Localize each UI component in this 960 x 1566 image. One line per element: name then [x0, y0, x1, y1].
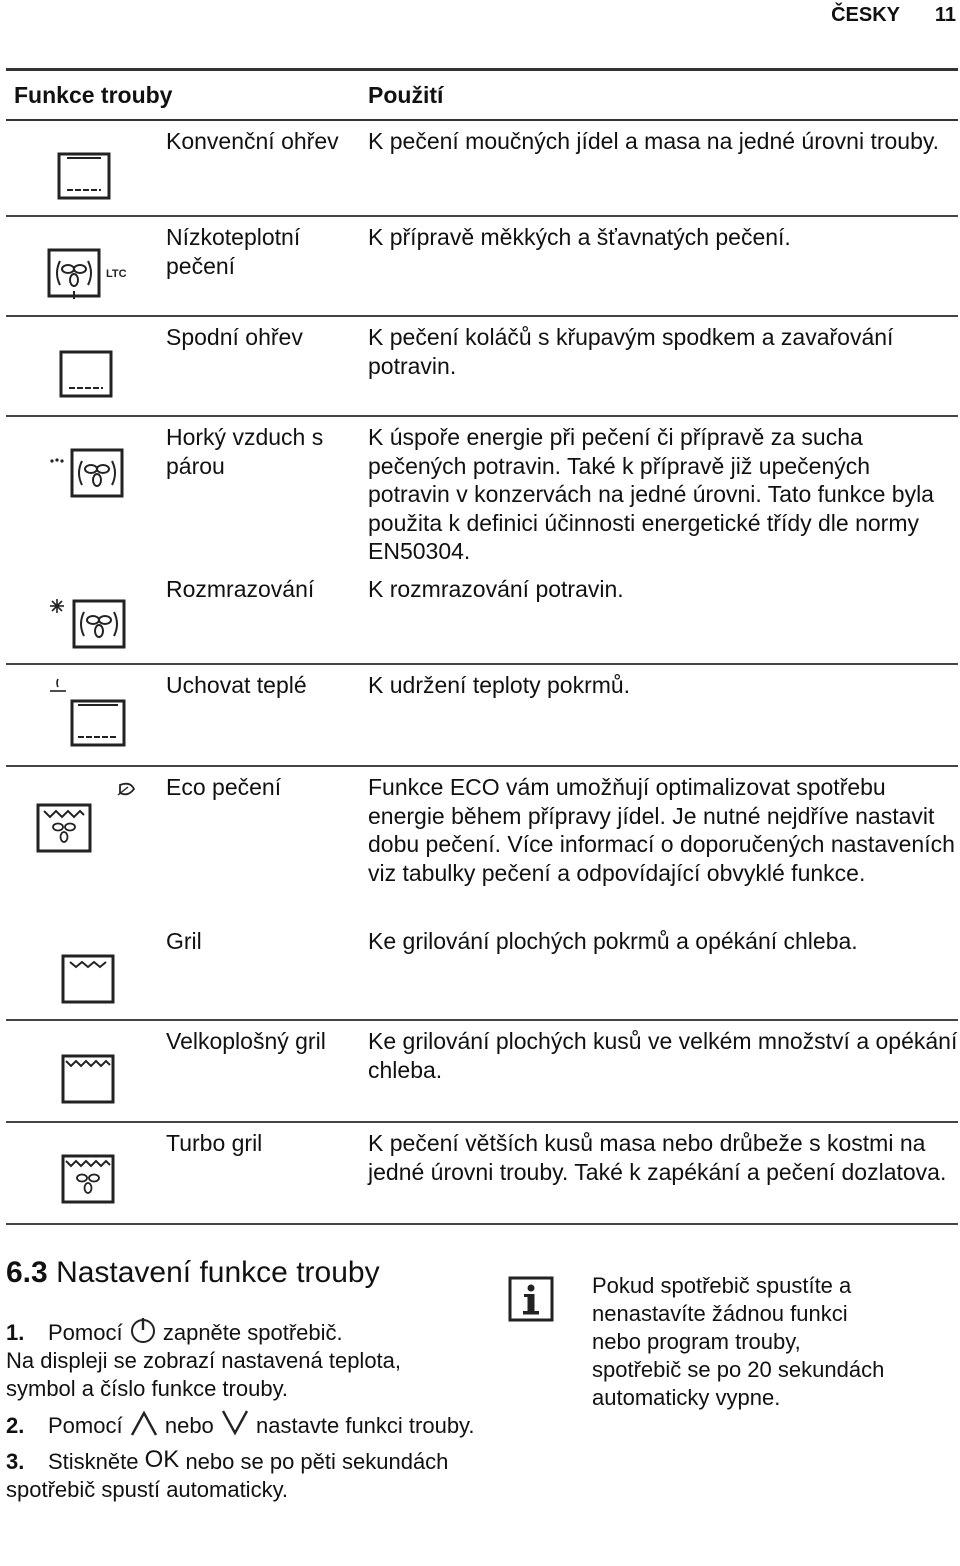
function-name: Horký vzduch s párou — [166, 424, 324, 479]
table-row — [6, 216, 958, 316]
section-title — [6, 1256, 380, 1290]
function-usage: K pečení moučných jídel a masa na jedné úrovni trouby. — [368, 120, 958, 216]
column-header-usage: Použití — [368, 70, 958, 121]
info-note: Pokud spotřebič spustíte a nenastavíte žádnou funkci nebo program trouby, spotřebič se po 20 sekundách automaticky vypne. — [592, 1273, 885, 1410]
table-row — [6, 1020, 958, 1122]
function-name: Spodní ohřev — [166, 316, 368, 416]
fast-grilling-icon — [60, 1053, 120, 1109]
function-name: Konvenční ohřev — [166, 120, 368, 216]
step-1: 1. Pomocí zapněte spotřebič. Na displeji se zobrazí nastavená teplota, symbol a číslo funkce trouby. — [6, 1316, 476, 1403]
language-label: ČESKY — [831, 4, 900, 26]
step-2: 2. Pomocí nebo nastavte funkci trouby. — [6, 1409, 476, 1440]
column-header-function: Funkce trouby — [6, 70, 368, 121]
function-usage: K rozmrazování potravin. — [368, 569, 958, 664]
table-row — [6, 569, 958, 664]
svg-text:LTC: LTC — [106, 268, 127, 280]
page-header — [0, 0, 960, 34]
table-row — [6, 120, 958, 216]
grill-icon — [60, 953, 120, 1009]
table-header-row — [6, 70, 958, 121]
table-row — [6, 921, 958, 1020]
bottom-heat-icon — [58, 349, 118, 401]
instruction-steps — [6, 1316, 476, 1510]
function-name: Eco pečení — [166, 774, 282, 800]
function-name: Uchovat teplé — [166, 664, 368, 766]
function-usage: K přípravě měkkých a šťavnatých pečení. — [368, 216, 958, 316]
info-icon — [508, 1276, 554, 1322]
function-usage: Funkce ECO vám umožňují optimalizovat spotřebu energie během přípravy jídel. Je nutné nejdříve nastavit dobu pečení. Více informací o doporučených nastaveních viz tabulky pečení a odpovídající obvyklé funkce. — [368, 774, 955, 886]
function-usage: K pečení koláčů s křupavým spodkem a zavařování potravin. — [368, 316, 958, 416]
down-arrow-icon — [220, 1409, 250, 1437]
function-name: Turbo gril — [166, 1122, 368, 1224]
page-number: 11 — [934, 4, 956, 26]
table-row — [6, 416, 958, 569]
function-usage: Ke grilování plochých pokrmů a opékání chleba. — [368, 921, 958, 1020]
function-usage: K pečení větších kusů masa nebo drůbeže s kostmi na jedné úrovni trouby. Také k zapékání a pečení dozlatova. — [368, 1122, 958, 1224]
table-row — [6, 664, 958, 766]
moist-fan-baking-icon — [48, 447, 132, 503]
power-icon — [129, 1316, 157, 1344]
table-row — [6, 766, 958, 921]
function-name: Velkoplošný gril — [166, 1020, 368, 1122]
up-arrow-icon — [129, 1409, 159, 1437]
keep-warm-icon — [46, 675, 132, 751]
eco-roasting-icon — [36, 779, 156, 855]
oven-functions-table — [6, 68, 958, 1225]
table-row — [6, 1122, 958, 1224]
step-1-detail: Na displeji se zobrazí nastavená teplota, symbol a číslo funkce trouby. — [6, 1348, 402, 1401]
turbo-grilling-icon — [60, 1153, 120, 1209]
defrost-icon — [48, 591, 132, 653]
ok-icon: OK — [144, 1446, 180, 1473]
function-name: Gril — [166, 921, 368, 1020]
function-usage: Ke grilování plochých kusů ve velkém množství a opékání chleba. — [368, 1020, 958, 1122]
function-usage: K udržení teploty pokrmů. — [368, 664, 958, 766]
step-3: 3. Stiskněte OK nebo se po pěti sekundách spotřebič spustí automaticky. — [6, 1446, 449, 1502]
low-temperature-cooking-icon — [46, 247, 138, 303]
section-number: 6.3 — [6, 1256, 48, 1289]
function-usage: K úspoře energie při pečení či přípravě za sucha pečených potravin. Také k přípravě již upečených potravin v konzervách na jedné úrovni. Tato funkce byla použita k definici účinnosti energetické třídy dle normy EN50304. — [368, 424, 934, 564]
function-name: Rozmrazování — [166, 569, 368, 664]
table-row — [6, 316, 958, 416]
conventional-heat-icon — [56, 151, 116, 203]
section-title-text: Nastavení funkce trouby — [56, 1256, 380, 1289]
function-name: Nízkoteplotní pečení — [166, 216, 368, 316]
